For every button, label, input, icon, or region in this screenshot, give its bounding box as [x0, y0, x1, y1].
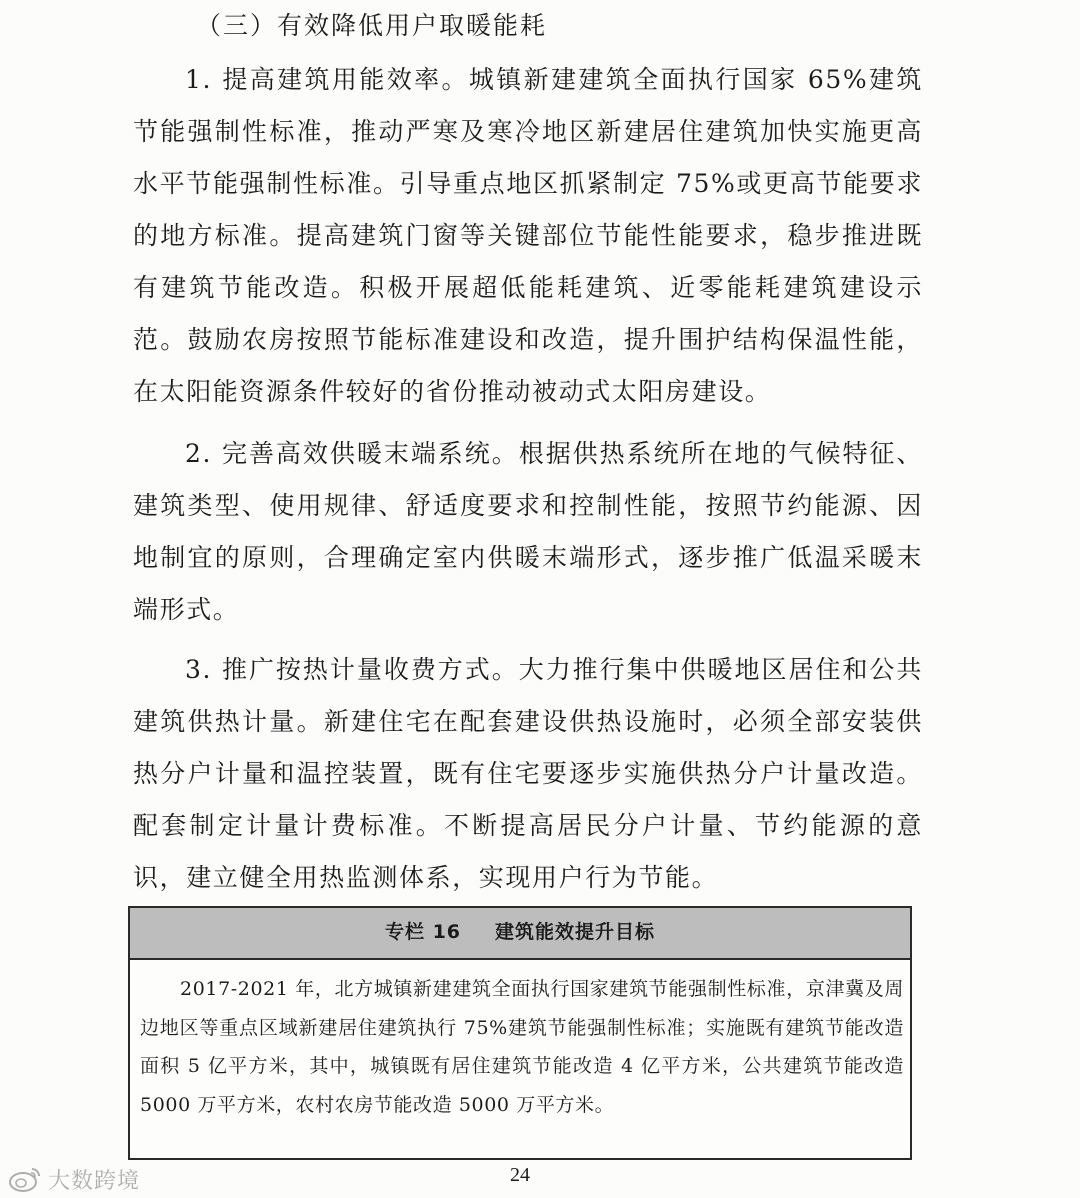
column-box-label: 专栏 16	[384, 921, 462, 943]
column-box-body: 2017-2021 年，北方城镇新建建筑全面执行国家建筑节能强制性标准，京津冀及周边地区等重点区域新建居住建筑执行 75%建筑节能强制性标准；实施既有建筑节能改造面积 5 亿平方米，其中，城镇既有居住建筑节能改造 4 亿平方米，公共建筑节能改造 5000 万平方米，农村农房节能改造 5000 万平方米。	[140, 978, 904, 1116]
weibo-logo-icon	[8, 1165, 42, 1193]
page-number: 24	[510, 1164, 530, 1186]
column-box	[128, 906, 912, 1160]
section-heading: （三）有效降低用户取暖能耗	[196, 11, 548, 40]
column-box-title: 建筑能效提升目标	[495, 921, 656, 943]
paragraph-heat-metering: 3. 推广按热计量收费方式。大力推行集中供暖地区居住和公共建筑供热计量。新建住宅在配套建设供热设施时，必须全部安装供热分户计量和温控装置，既有住宅要逐步实施供热分户计量改造。配套制定计量计费标准。不断提高居民分户计量、节约能源的意识，建立健全用热监测体系，实现用户行为节能。	[133, 655, 923, 892]
column-box-header	[130, 908, 910, 960]
paragraph-building-efficiency: 1. 提高建筑用能效率。城镇新建建筑全面执行国家 65%建筑节能强制性标准，推动严寒及寒冷地区新建居住建筑加快实施更高水平节能强制性标准。引导重点地区抓紧制定 75%或更高节能要求的地方标准。提高建筑门窗等关键部位节能性能要求，稳步推进既有建筑节能改造。积极开展超低能耗建筑、近零能耗建筑建设示范。鼓励农房按照节能标准建设和改造，提升围护结构保温性能，在太阳能资源条件较好的省份推动被动式太阳房建设。	[133, 65, 923, 406]
paragraph-heating-terminal: 2. 完善高效供暖末端系统。根据供热系统所在地的气候特征、建筑类型、使用规律、舒适度要求和控制性能，按照节约能源、因地制宜的原则，合理确定室内供暖末端形式，逐步推广低温采暖末端形式。	[133, 439, 923, 624]
watermark-text: 大数跨境	[48, 1168, 141, 1194]
watermark	[8, 1164, 140, 1194]
